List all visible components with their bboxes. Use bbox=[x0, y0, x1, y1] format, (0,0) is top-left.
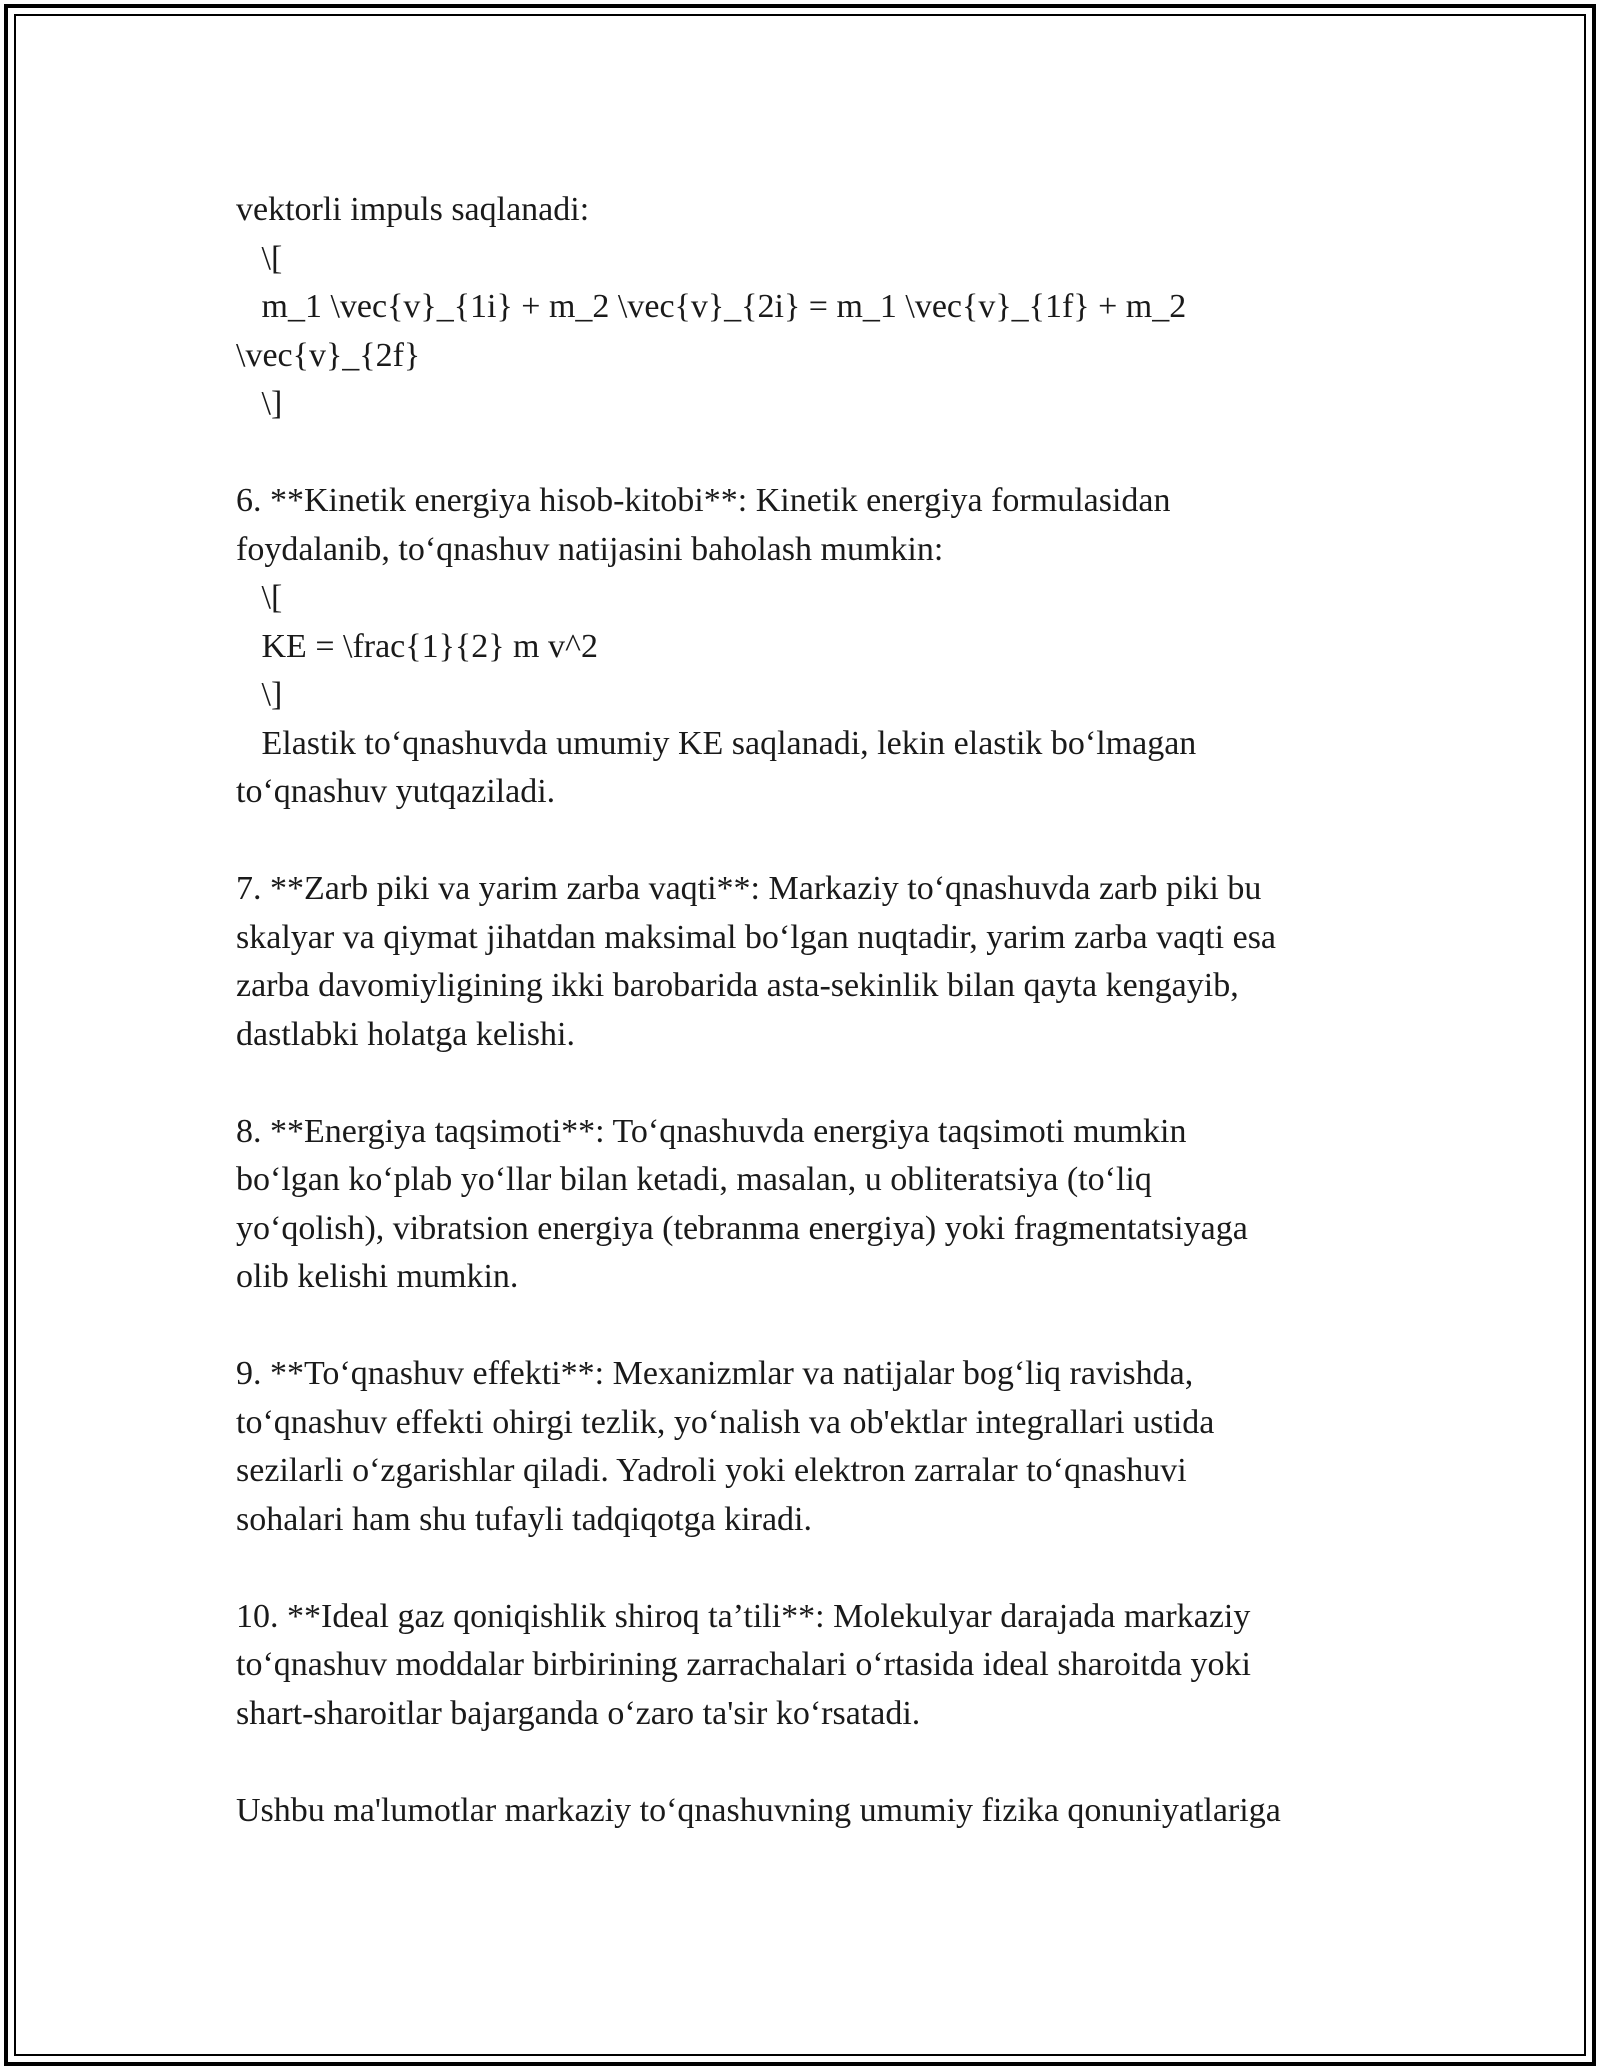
document-body bbox=[236, 186, 1376, 1835]
blank-line bbox=[236, 1302, 1376, 1351]
blank-line bbox=[236, 429, 1376, 478]
text-line: 7. **Zarb piki va yarim zarba vaqti**: Markaziy to‘qnashuvda zarb piki bu bbox=[236, 870, 1262, 907]
text-line: vektorli impuls saqlanadi: bbox=[236, 191, 590, 228]
blank-line bbox=[236, 1544, 1376, 1593]
text-line: yo‘qolish), vibratsion energiya (tebranma energiya) yoki fragmentatsiyaga bbox=[236, 1209, 1248, 1247]
text-line: foydalanib, to‘qnashuv natijasini baholash mumkin: bbox=[236, 530, 944, 568]
blank-line bbox=[236, 1738, 1376, 1787]
text-line: m_1 \vec{v}_{1i} + m_2 \vec{v}_{2i} = m_1 \vec{v}_{1f} + m_2 bbox=[236, 288, 1187, 325]
text-line: 9. **To‘qnashuv effekti**: Mexanizmlar va natijalar bog‘liq ravishda, bbox=[236, 1355, 1194, 1392]
text-line: shart-sharoitlar bajarganda o‘zaro ta'sir ko‘rsatadi. bbox=[236, 1694, 921, 1732]
text-line: skalyar va qiymat jihatdan maksimal bo‘lgan nuqtadir, yarim zarba vaqti esa bbox=[236, 918, 1277, 956]
text-line: \[ bbox=[236, 239, 283, 277]
text-line: KE = \frac{1}{2} m v^2 bbox=[236, 627, 598, 665]
blank-line bbox=[236, 1059, 1376, 1108]
text-line: 10. **Ideal gaz qoniqishlik shiroq ta’tili**: Molekulyar darajada markaziy bbox=[236, 1597, 1251, 1635]
blank-line bbox=[236, 817, 1376, 866]
text-line: Ushbu ma'lumotlar markaziy to‘qnashuvning umumiy fizika qonuniyatlariga bbox=[236, 1791, 1281, 1829]
text-line: Elastik to‘qnashuvda umumiy KE saqlanadi, lekin elastik bo‘lmagan bbox=[236, 724, 1197, 762]
text-line: bo‘lgan ko‘plab yo‘llar bilan ketadi, masalan, u obliteratsiya (to‘liq bbox=[236, 1161, 1152, 1198]
text-line: 6. **Kinetik energiya hisob-kitobi**: Kinetik energiya formulasidan bbox=[236, 482, 1171, 519]
text-line: \] bbox=[236, 676, 283, 713]
text-line: sezilarli o‘zgarishlar qiladi. Yadroli yoki elektron zarralar to‘qnashuvi bbox=[236, 1452, 1187, 1489]
text-line: zarba davomiyligining ikki barobarida asta-sekinlik bilan qayta kengayib, bbox=[236, 967, 1239, 1004]
text-line: \vec{v}_{2f} bbox=[236, 336, 421, 374]
text-line: olib kelishi mumkin. bbox=[236, 1258, 519, 1295]
text-line: \[ bbox=[236, 579, 283, 616]
text-line: sohalari ham shu tufayli tadqiqotga kiradi. bbox=[236, 1500, 812, 1538]
text-line: to‘qnashuv moddalar birbirining zarrachalari o‘rtasida ideal sharoitda yoki bbox=[236, 1646, 1251, 1683]
text-line: 8. **Energiya taqsimoti**: To‘qnashuvda energiya taqsimoti mumkin bbox=[236, 1112, 1187, 1150]
text-line: to‘qnashuv yutqaziladi. bbox=[236, 773, 556, 810]
text-line: dastlabki holatga kelishi. bbox=[236, 1015, 575, 1053]
text-line: \] bbox=[236, 385, 283, 422]
text-line: to‘qnashuv effekti ohirgi tezlik, yo‘nalish va ob'ektlar integrallari ustida bbox=[236, 1403, 1215, 1441]
